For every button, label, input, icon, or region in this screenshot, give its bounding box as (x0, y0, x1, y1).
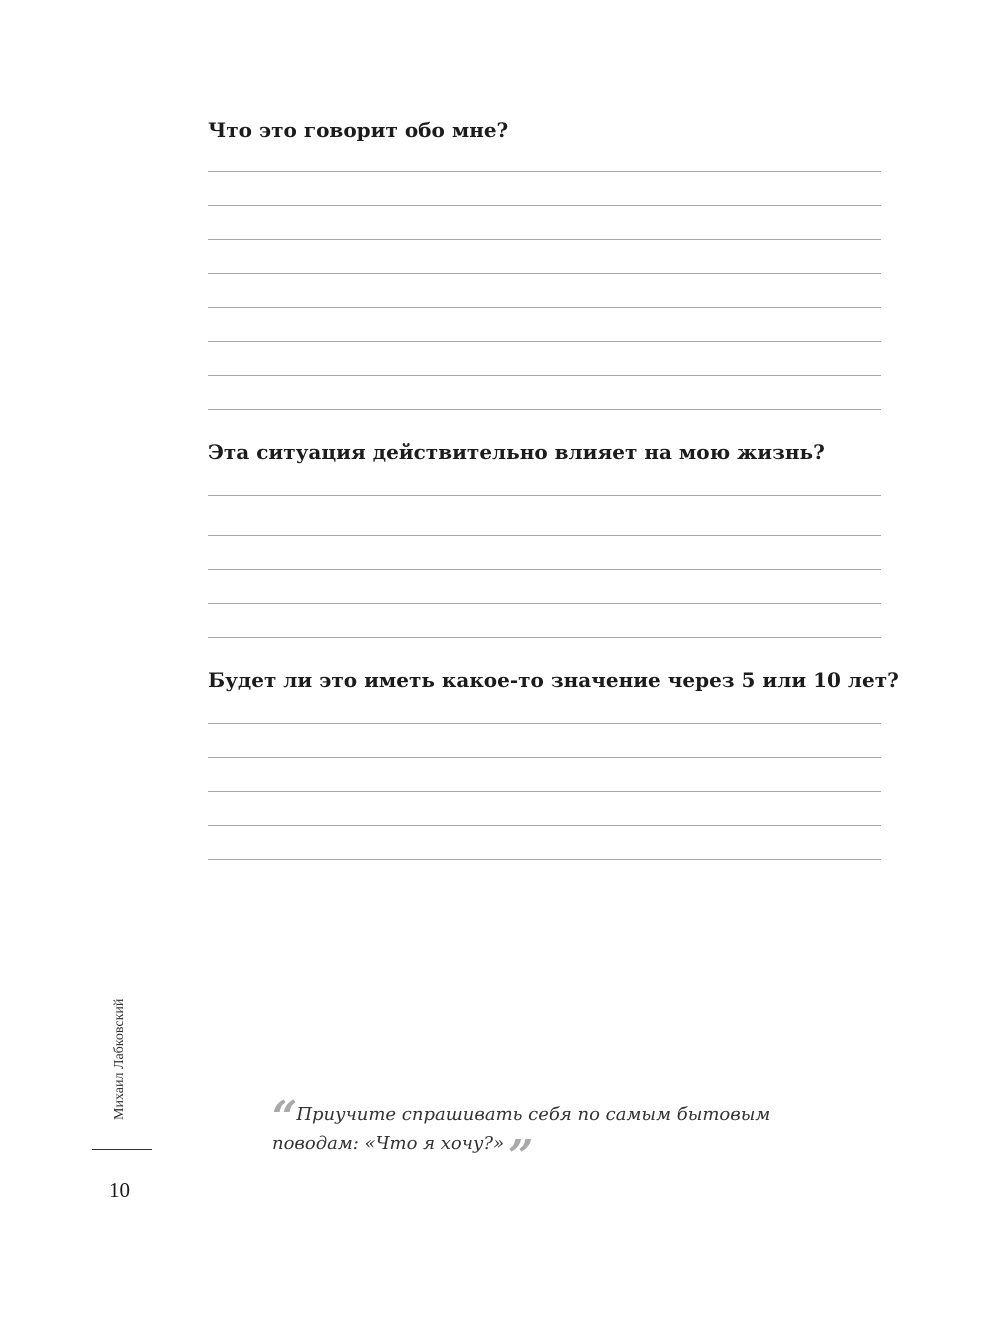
answer-line (208, 569, 881, 570)
question-3: Будет ли это иметь какое-то значение через 5 или 10 лет? (208, 668, 899, 692)
answer-line (208, 723, 881, 724)
answer-line (208, 375, 881, 376)
answer-line (208, 171, 881, 172)
answer-line (208, 535, 881, 536)
answer-line (208, 791, 881, 792)
answer-line (208, 239, 881, 240)
open-quote-icon: “ (272, 1092, 294, 1143)
answer-line (208, 205, 881, 206)
question-2: Эта ситуация действительно влияет на мою жизнь? (208, 440, 825, 464)
pull-quote-line-2: поводам: «Что я хочу?» (272, 1133, 505, 1154)
running-head-author: Михаил Лабковский (112, 998, 127, 1120)
close-quote-icon: ” (508, 1131, 530, 1182)
pull-quote (272, 1092, 832, 1182)
answer-line (208, 603, 881, 604)
answer-line (208, 825, 881, 826)
answer-line (208, 495, 881, 496)
answer-line (208, 859, 881, 860)
answer-line (208, 307, 881, 308)
pull-quote-line-1: Приучите спрашивать себя по самым бытовым (296, 1104, 771, 1125)
question-1: Что это говорит обо мне? (208, 118, 509, 142)
answer-line (208, 637, 881, 638)
answer-line (208, 273, 881, 274)
answer-line (208, 409, 881, 410)
page-number: 10 (109, 1178, 130, 1202)
folio-divider (92, 1149, 152, 1150)
answer-line (208, 341, 881, 342)
answer-line (208, 757, 881, 758)
